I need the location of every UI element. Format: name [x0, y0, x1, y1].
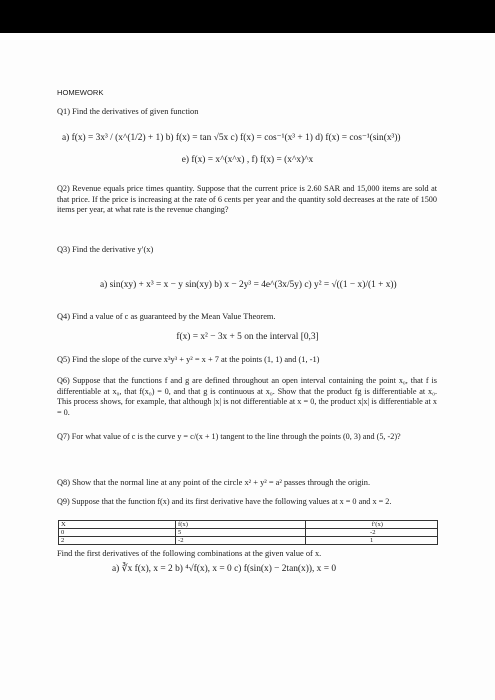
table-header-x: X	[59, 521, 176, 529]
q4-equation: f(x) = x² − 3x + 5 on the interval [0,3]	[176, 332, 319, 342]
table-row	[59, 529, 438, 537]
table-header-row	[59, 521, 438, 529]
q8-text: Q8) Show that the normal line at any point of the circle x² + y² = a² passes through the origin.	[57, 478, 371, 487]
q3-title: Q3) Find the derivative y′(x)	[57, 245, 154, 254]
q9-equations: a) ∛x f(x), x = 2 b) ⁴√f(x), x = 0 c) f(sin(x) − 2tan(x)), x = 0	[112, 564, 337, 574]
q9-values-table	[58, 520, 438, 545]
table-cell: 0	[59, 529, 176, 537]
q1-title: Q1) Find the derivatives of given function	[57, 107, 199, 116]
q9-instruction: Find the first derivatives of the following combinations at the given value of x.	[57, 549, 322, 558]
q3-equations: a) sin(xy) + x³ = x − y sin(xy) b) x − 2y³ = 4e^(3x/5y) c) y² = √((1 − x)/(1 + x))	[100, 280, 397, 290]
homework-heading: HOMEWORK	[57, 88, 104, 97]
table-header-fx: f(x)	[176, 521, 306, 529]
table-cell: 1	[306, 537, 438, 545]
table-cell: -2	[306, 529, 438, 537]
q1-equations-line1: a) f(x) = 3x³ / (x^(1/2) + 1) b) f(x) = tan √5x c) f(x) = cos⁻¹(x³ + 1) d) f(x) = cos⁻¹(sin(x³))	[62, 133, 401, 143]
q5-text: Q5) Find the slope of the curve x³y³ + y² = x + 7 at the points (1, 1) and (1, -1)	[57, 355, 320, 364]
table-cell: 5	[176, 529, 306, 537]
q4-title: Q4) Find a value of c as guaranteed by the Mean Value Theorem.	[57, 312, 276, 321]
q7-text: Q7) For what value of c is the curve y = c/(x + 1) tangent to the line through the points (0, 3) and (5, -2)?	[57, 432, 401, 441]
top-black-bar	[0, 0, 495, 33]
table-header-fprime: f′(x)	[306, 521, 438, 529]
q6-text: Q6) Suppose that the functions f and g are defined throughout an open interval containing the point x₀, that f is differentiable at x₀, that f(x₀) = 0, and that g is continuous at x₀. Show that the product fg is differentiable at x₀. This process shows, for example, that although |x| is not differentiable at x = 0, the product x|x| is differentiable at x = 0.	[57, 376, 437, 417]
q1-equations-line2: e) f(x) = x^(x^x) , f) f(x) = (x^x)^x	[181, 155, 314, 165]
table-cell: 2	[59, 537, 176, 545]
table-cell: -2	[176, 537, 306, 545]
q9-text: Q9) Suppose that the function f(x) and its first derivative have the following values at x = 0 and x = 2.	[57, 497, 392, 506]
q2-text: Q2) Revenue equals price times quantity. Suppose that the current price is 2.60 SAR and 15,000 items are sold at that price. If the price is increasing at the rate of 6 cents per year and the quantity sold decreases at the rate of 1500 items per year, at what rate is the revenue changing?	[57, 184, 437, 215]
table-row	[59, 537, 438, 545]
